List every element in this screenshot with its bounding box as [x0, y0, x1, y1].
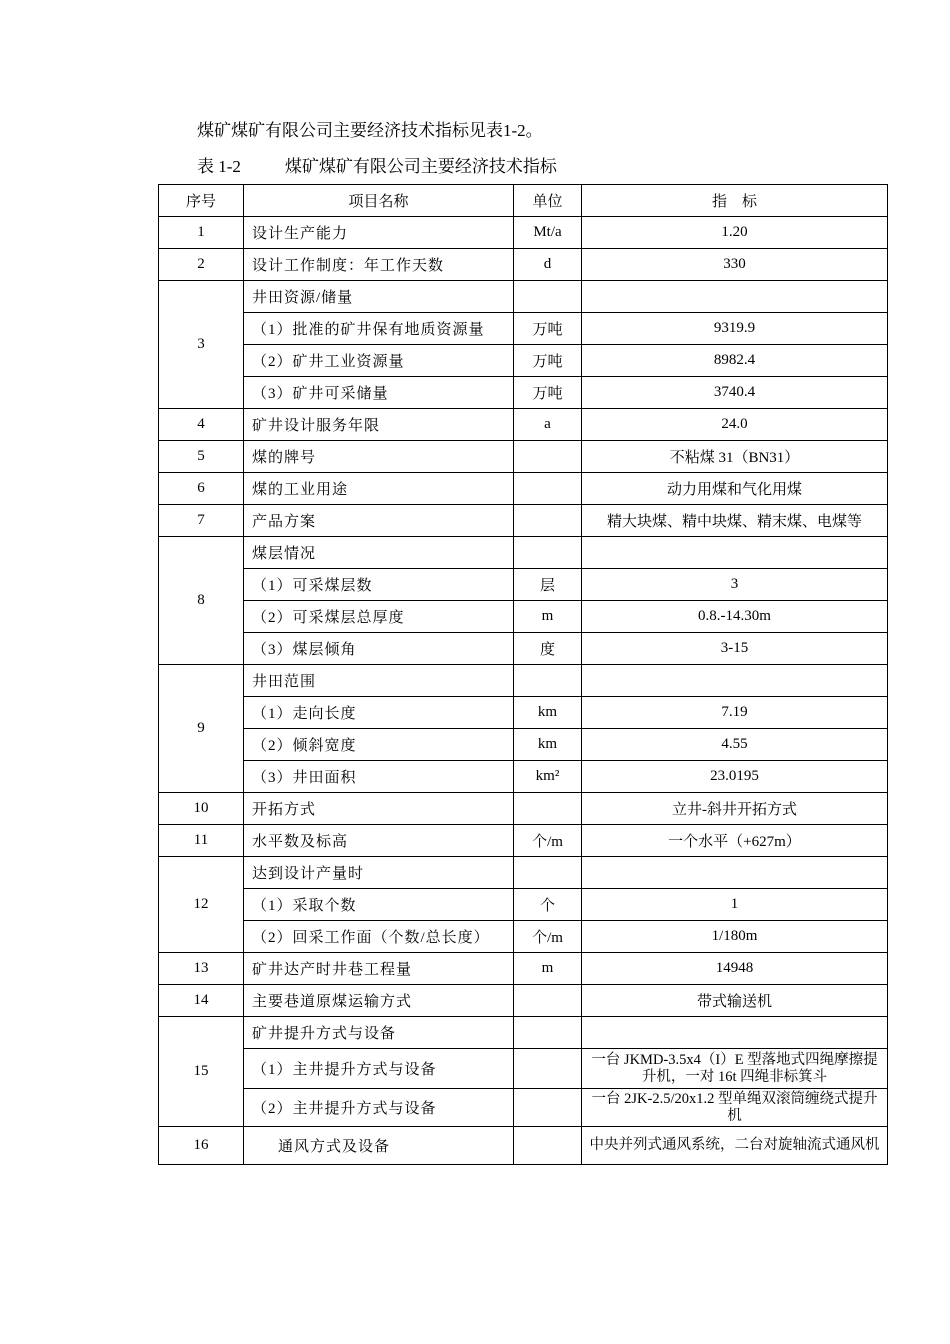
cell-name: （1）主井提升方式与设备: [244, 1049, 514, 1089]
cell-value: 23.0195: [582, 761, 888, 793]
table-row: [159, 313, 888, 345]
table-row: [159, 217, 888, 249]
cell-name: 井田范围: [244, 665, 514, 697]
cell-name: 矿井达产时井巷工程量: [244, 953, 514, 985]
cell-no: 3: [159, 281, 244, 409]
cell-value: 8982.4: [582, 345, 888, 377]
cell-value: [582, 537, 888, 569]
cell-no: 15: [159, 1017, 244, 1127]
table-row: [159, 697, 888, 729]
table-row: [159, 473, 888, 505]
cell-unit: [514, 473, 582, 505]
cell-name: 矿井提升方式与设备: [244, 1017, 514, 1049]
cell-unit: [514, 1089, 582, 1127]
intro-text: 煤矿煤矿有限公司主要经济技术指标见表1-2。: [197, 121, 543, 140]
cell-name: （1）采取个数: [244, 889, 514, 921]
cell-value: 1: [582, 889, 888, 921]
table-row: [159, 441, 888, 473]
cell-name: 通风方式及设备: [244, 1127, 514, 1165]
cell-no: 4: [159, 409, 244, 441]
cell-no: 2: [159, 249, 244, 281]
cell-value: 14948: [582, 953, 888, 985]
cell-name: 主要巷道原煤运输方式: [244, 985, 514, 1017]
cell-no: 10: [159, 793, 244, 825]
cell-value: 1/180m: [582, 921, 888, 953]
cell-value: 330: [582, 249, 888, 281]
cell-value: 中央并列式通风系统，二台对旋轴流式通风机: [582, 1127, 888, 1165]
table-row: [159, 793, 888, 825]
cell-name: 矿井设计服务年限: [244, 409, 514, 441]
cell-no: 6: [159, 473, 244, 505]
cell-name: 煤的牌号: [244, 441, 514, 473]
header-unit: 单位: [514, 185, 582, 217]
cell-no: 16: [159, 1127, 244, 1165]
cell-unit: [514, 1127, 582, 1165]
cell-name: 煤的工业用途: [244, 473, 514, 505]
cell-unit: [514, 985, 582, 1017]
cell-name: 达到设计产量时: [244, 857, 514, 889]
caption-label: 表 1-2: [197, 157, 241, 176]
table-row: [159, 825, 888, 857]
caption-title: 煤矿煤矿有限公司主要经济技术指标: [284, 157, 557, 176]
header-no: 序号: [159, 185, 244, 217]
cell-value: 一台 2JK-2.5/20x1.2 型单绳双滚筒缠绕式提升机: [582, 1089, 888, 1127]
table-header-row: [159, 185, 888, 217]
cell-value: 4.55: [582, 729, 888, 761]
cell-unit: km: [514, 729, 582, 761]
header-name: 项目名称: [244, 185, 514, 217]
cell-name: 产品方案: [244, 505, 514, 537]
table-caption: [197, 152, 557, 177]
table-row: [159, 921, 888, 953]
cell-name: （1）走向长度: [244, 697, 514, 729]
cell-unit: km: [514, 697, 582, 729]
cell-value: [582, 281, 888, 313]
cell-value: 3740.4: [582, 377, 888, 409]
cell-no: 7: [159, 505, 244, 537]
cell-unit: d: [514, 249, 582, 281]
cell-unit: [514, 281, 582, 313]
cell-value: 24.0: [582, 409, 888, 441]
cell-unit: [514, 441, 582, 473]
cell-value: 1.20: [582, 217, 888, 249]
cell-value: 立井-斜井开拓方式: [582, 793, 888, 825]
cell-unit: [514, 1017, 582, 1049]
table-row: [159, 1089, 888, 1127]
cell-name: （2）矿井工业资源量: [244, 345, 514, 377]
indicators-table: [158, 184, 888, 1165]
table-row: [159, 377, 888, 409]
table-row: [159, 857, 888, 889]
cell-unit: 万吨: [514, 345, 582, 377]
cell-name: 设计工作制度：年工作天数: [244, 249, 514, 281]
cell-unit: [514, 665, 582, 697]
table-row: [159, 505, 888, 537]
cell-value: [582, 857, 888, 889]
table-row: [159, 1127, 888, 1165]
cell-name: （1）批准的矿井保有地质资源量: [244, 313, 514, 345]
cell-unit: [514, 857, 582, 889]
cell-unit: 万吨: [514, 377, 582, 409]
cell-unit: Mt/a: [514, 217, 582, 249]
cell-value: 不粘煤 31（BN31）: [582, 441, 888, 473]
cell-no: 5: [159, 441, 244, 473]
cell-unit: [514, 793, 582, 825]
cell-value: 一台 JKMD-3.5x4（I）E 型落地式四绳摩擦提升机，一对 16t 四绳非标箕斗: [582, 1049, 888, 1089]
cell-unit: km²: [514, 761, 582, 793]
cell-value: 3-15: [582, 633, 888, 665]
cell-name: 煤层情况: [244, 537, 514, 569]
cell-value: 动力用煤和气化用煤: [582, 473, 888, 505]
table-row: [159, 889, 888, 921]
cell-name: 水平数及标高: [244, 825, 514, 857]
table-row: [159, 985, 888, 1017]
table-row: [159, 249, 888, 281]
cell-unit: 个/m: [514, 921, 582, 953]
cell-name: 开拓方式: [244, 793, 514, 825]
cell-value: [582, 1017, 888, 1049]
cell-no: 13: [159, 953, 244, 985]
table-row: [159, 761, 888, 793]
cell-unit: a: [514, 409, 582, 441]
cell-name: 井田资源/储量: [244, 281, 514, 313]
cell-name: （2）可采煤层总厚度: [244, 601, 514, 633]
cell-name: （2）回采工作面（个数/总长度）: [244, 921, 514, 953]
cell-unit: 个/m: [514, 825, 582, 857]
table-row: [159, 345, 888, 377]
cell-no: 14: [159, 985, 244, 1017]
cell-unit: [514, 1049, 582, 1089]
cell-no: 12: [159, 857, 244, 953]
table-row: [159, 729, 888, 761]
cell-unit: [514, 505, 582, 537]
cell-unit: 万吨: [514, 313, 582, 345]
table-row: [159, 569, 888, 601]
header-value: 指 标: [582, 185, 888, 217]
cell-value: 3: [582, 569, 888, 601]
cell-value: 一个水平（+627m）: [582, 825, 888, 857]
cell-name: （3）矿井可采储量: [244, 377, 514, 409]
cell-no: 9: [159, 665, 244, 793]
cell-value: 带式输送机: [582, 985, 888, 1017]
table-row: [159, 1017, 888, 1049]
cell-value: 9319.9: [582, 313, 888, 345]
table-row: [159, 633, 888, 665]
table-row: [159, 281, 888, 313]
cell-unit: 个: [514, 889, 582, 921]
cell-value: [582, 665, 888, 697]
cell-value: 7.19: [582, 697, 888, 729]
cell-name: （1）可采煤层数: [244, 569, 514, 601]
cell-no: 11: [159, 825, 244, 857]
cell-name: （3）煤层倾角: [244, 633, 514, 665]
table-row: [159, 1049, 888, 1089]
cell-unit: 层: [514, 569, 582, 601]
cell-no: 1: [159, 217, 244, 249]
cell-unit: 度: [514, 633, 582, 665]
cell-no: 8: [159, 537, 244, 665]
cell-name: （3）井田面积: [244, 761, 514, 793]
cell-name: （2）主井提升方式与设备: [244, 1089, 514, 1127]
cell-value: 0.8.-14.30m: [582, 601, 888, 633]
cell-name: （2）倾斜宽度: [244, 729, 514, 761]
table-row: [159, 537, 888, 569]
table-row: [159, 665, 888, 697]
cell-value: 精大块煤、精中块煤、精末煤、电煤等: [582, 505, 888, 537]
table-row: [159, 953, 888, 985]
table-row: [159, 409, 888, 441]
cell-unit: m: [514, 601, 582, 633]
table-row: [159, 601, 888, 633]
cell-name: 设计生产能力: [244, 217, 514, 249]
cell-unit: [514, 537, 582, 569]
cell-unit: m: [514, 953, 582, 985]
